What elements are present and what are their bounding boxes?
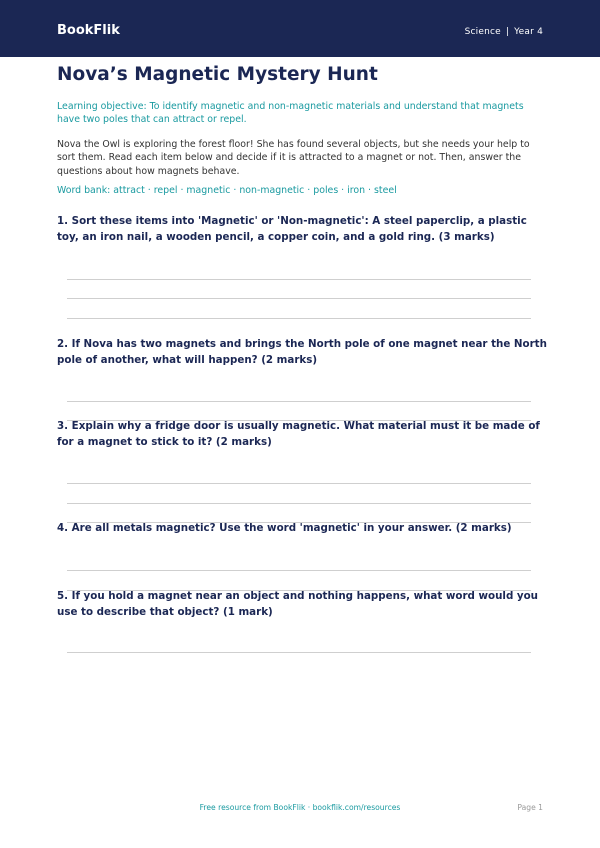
answer-line[interactable]: [67, 652, 531, 653]
answer-line[interactable]: [67, 298, 531, 299]
footer-text: Free resource from BookFlik · bookflik.com/resources: [199, 803, 401, 812]
answer-line[interactable]: [67, 503, 531, 504]
word-bank: Word bank: attract · repel · magnetic · non-magnetic · poles · iron · steel: [57, 185, 397, 196]
separator: |: [505, 27, 510, 37]
answer-line[interactable]: [67, 401, 531, 402]
year-label: Year 4: [514, 27, 543, 37]
page-header: [0, 0, 600, 57]
answer-line[interactable]: [67, 570, 531, 571]
page-title: Nova’s Magnetic Mystery Hunt: [57, 64, 378, 85]
answer-line[interactable]: [67, 279, 531, 280]
intro-paragraph: Nova the Owl is exploring the forest floor! She has found several objects, but she needs your help to sort them. Read each item below and decide if it is attracted to a magnet or not. Then, answer the questions about how magnets behave.: [57, 139, 530, 177]
answer-line[interactable]: [67, 318, 531, 319]
page-number: Page 1: [517, 803, 543, 812]
subject-label: Science: [464, 27, 501, 37]
answer-line[interactable]: [67, 483, 531, 484]
subject-year-label: [465, 27, 543, 37]
question-3: 3. Explain why a fridge door is usually magnetic. What material must it be made of for a magnet to stick to it? (2 marks): [57, 420, 540, 448]
brand-logo: BookFlik: [57, 23, 120, 38]
question-1: 1. Sort these items into 'Magnetic' or 'Non-magnetic': A steel paperclip, a plastic toy, an iron nail, a wooden pencil, a copper coin, and a gold ring. (3 marks): [57, 215, 527, 243]
question-2: 2. If Nova has two magnets and brings the North pole of one magnet near the North pole of another, what will happen? (2 marks): [57, 338, 547, 366]
learning-objective: Learning objective: To identify magnetic and non-magnetic materials and understand that magnets have two poles that can attract or repel.: [57, 101, 524, 125]
question-4: 4. Are all metals magnetic? Use the word 'magnetic' in your answer. (2 marks): [57, 522, 512, 534]
question-5: 5. If you hold a magnet near an object and nothing happens, what word would you use to describe that object? (1 mark): [57, 590, 539, 618]
